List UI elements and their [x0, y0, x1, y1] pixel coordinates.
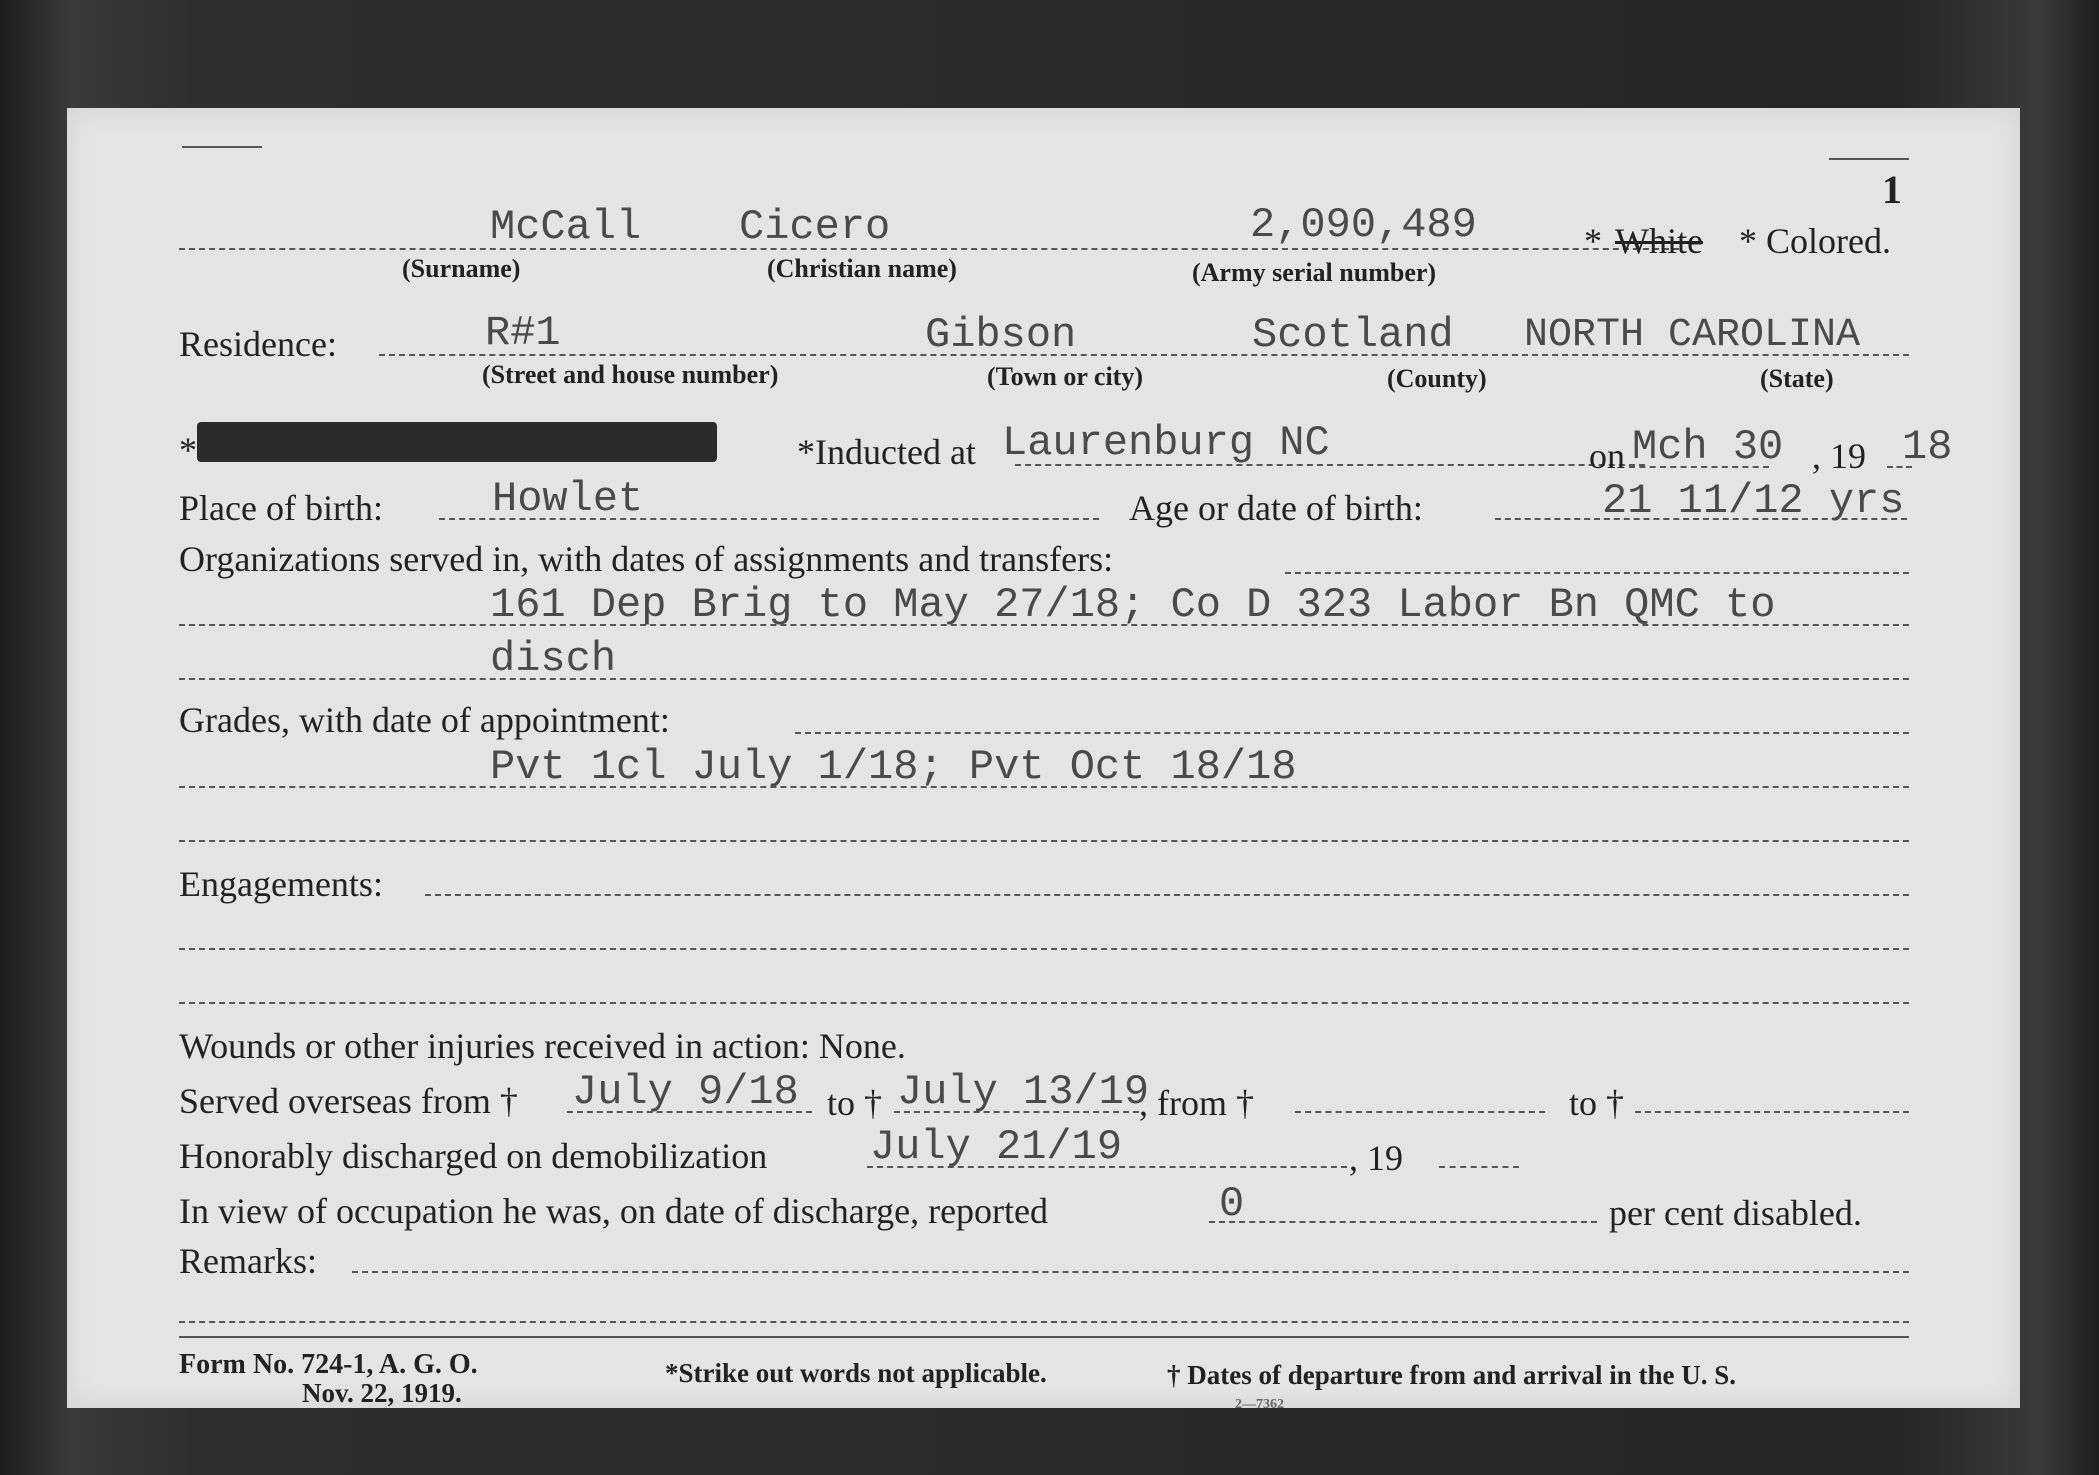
discharge-year-prefix: , 19 — [1349, 1138, 1403, 1178]
corner-number: 1 — [1882, 167, 1902, 212]
disability-value: 0 — [1219, 1180, 1245, 1228]
engagements-line-0 — [425, 894, 1909, 896]
grades-line-0 — [795, 732, 1909, 734]
engagements-line-2 — [179, 1002, 1909, 1004]
on-label: on — [1589, 436, 1625, 476]
organizations-line-2-value: disch — [490, 635, 617, 683]
wounds-label: Wounds or other injuries received in action: None. — [179, 1026, 906, 1066]
state-caption: (State) — [1760, 364, 1834, 393]
organizations-line-0 — [1285, 572, 1909, 574]
discharge-year-line — [1439, 1166, 1519, 1168]
induction-year-prefix: , 19 — [1812, 436, 1866, 476]
engagements-line-1 — [179, 948, 1909, 950]
top-right-rule — [1829, 158, 1909, 160]
top-left-rule — [182, 146, 262, 148]
race-white: White — [1615, 221, 1703, 261]
serial-number-value: 2,090,489 — [1250, 201, 1477, 249]
surname-value: McCall — [490, 203, 642, 251]
residence-town-value: Gibson — [925, 311, 1077, 359]
overseas-to2-label: to † — [1569, 1083, 1625, 1123]
induction-place-value: Laurenburg NC — [1002, 419, 1330, 467]
christian-name-caption: (Christian name) — [767, 254, 957, 283]
remarks-line-0 — [352, 1271, 1909, 1273]
place-of-birth-value: Howlet — [492, 475, 644, 523]
disability-line — [1209, 1221, 1597, 1223]
induction-year-value: 18 — [1902, 423, 1953, 471]
organizations-label: Organizations served in, with dates of assignments and transfers: — [179, 539, 1114, 579]
form-date: Nov. 22, 1919. — [302, 1378, 462, 1408]
grades-line-2 — [179, 840, 1909, 842]
discharge-label: Honorably discharged on demobilization — [179, 1136, 768, 1176]
remarks-label: Remarks: — [179, 1241, 317, 1281]
inducted-label: *Inducted at — [797, 432, 976, 472]
engagements-label: Engagements: — [179, 864, 383, 904]
residence-label: Residence: — [179, 324, 337, 364]
overseas-to2-line — [1635, 1111, 1909, 1113]
christian-name-value: Cicero — [739, 203, 891, 251]
place-of-birth-label: Place of birth: — [179, 488, 383, 528]
footer-rule — [179, 1336, 1909, 1338]
dates-note: † Dates of departure from and arrival in the U. S. — [1167, 1360, 1736, 1390]
residence-county-value: Scotland — [1252, 311, 1454, 359]
overseas-to-value: July 13/19 — [897, 1068, 1150, 1116]
race-asterisk: * — [1584, 221, 1602, 261]
strike-note: *Strike out words not applicable. — [665, 1358, 1047, 1388]
redaction-mark — [197, 422, 717, 462]
county-caption: (County) — [1387, 364, 1487, 393]
form-number: Form No. 724-1, A. G. O. — [179, 1349, 478, 1380]
disability-after-label: per cent disabled. — [1609, 1193, 1862, 1233]
age-label: Age or date of birth: — [1129, 488, 1423, 528]
overseas-from2-label: , from † — [1139, 1083, 1254, 1123]
overseas-from-value: July 9/18 — [572, 1068, 799, 1116]
overseas-label: Served overseas from † — [179, 1081, 518, 1121]
induction-date-value: Mch 30 — [1632, 423, 1784, 471]
service-record-card — [67, 108, 2020, 1412]
age-value: 21 11/12 yrs — [1602, 477, 1905, 525]
grades-line-1-value: Pvt 1cl July 1/18; Pvt Oct 18/18 — [490, 743, 1297, 791]
town-caption: (Town or city) — [987, 362, 1143, 391]
organizations-line-1-value: 161 Dep Brig to May 27/18; Co D 323 Labor Bn QMC to — [490, 581, 1776, 629]
induction-asterisk: * — [179, 430, 197, 470]
surname-caption: (Surname) — [402, 254, 521, 283]
overseas-to-label: to † — [827, 1083, 883, 1123]
grades-label: Grades, with date of appointment: — [179, 700, 670, 740]
race-colored: * Colored. — [1739, 221, 1891, 261]
residence-street-value: R#1 — [485, 309, 561, 357]
street-caption: (Street and house number) — [482, 360, 779, 389]
residence-state-value: NORTH CAROLINA — [1524, 313, 1861, 358]
discharge-date-value: July 21/19 — [870, 1123, 1123, 1171]
disability-label: In view of occupation he was, on date of discharge, reported — [179, 1191, 1049, 1231]
organizations-line-2 — [179, 678, 1909, 680]
overseas-from2-line — [1295, 1111, 1545, 1113]
serial-number-caption: (Army serial number) — [1192, 258, 1437, 287]
print-code: 2—7362 — [1235, 1397, 1284, 1412]
remarks-line-1 — [179, 1321, 1909, 1323]
